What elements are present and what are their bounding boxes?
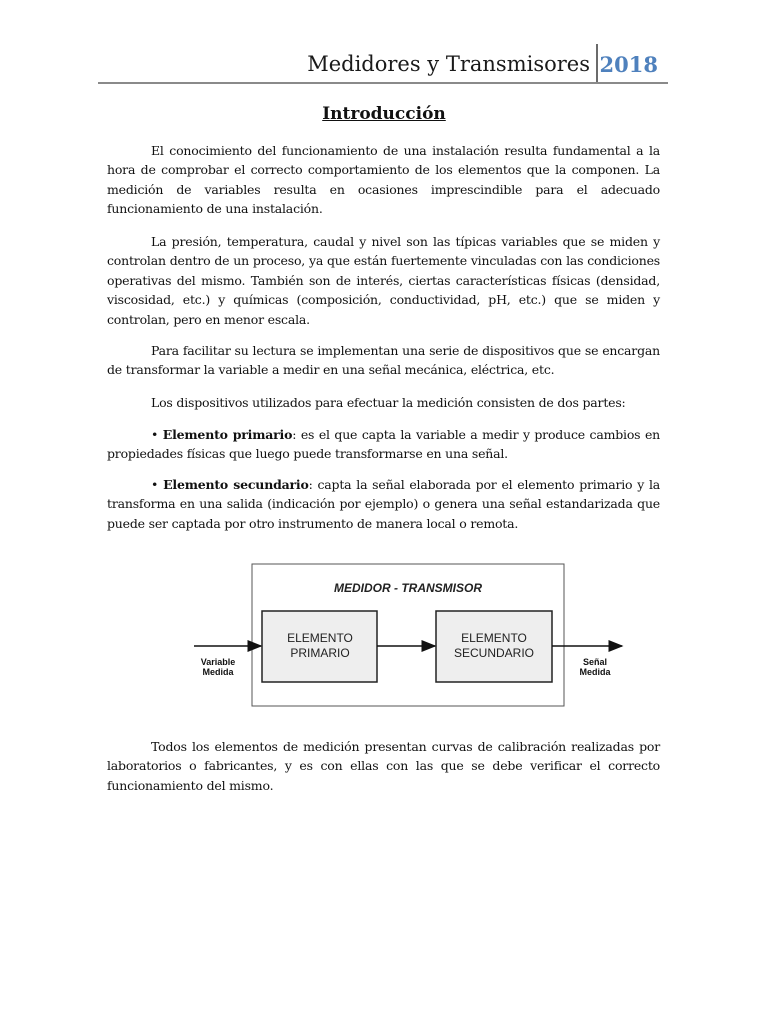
- header-title: Medidores y Transmisores: [307, 52, 590, 76]
- bullet-marker: •: [151, 477, 159, 492]
- header-year: 2018: [599, 52, 658, 77]
- bullet-term: Elemento primario: [162, 427, 293, 442]
- bullet-primary-text: [107, 425, 660, 464]
- section-title: Introducción: [322, 104, 446, 124]
- primary-element-label-1: ELEMENTO: [287, 631, 353, 645]
- bullet-secondary-text: [107, 475, 660, 533]
- paragraph-3: [107, 341, 660, 380]
- output-label-2: Medida: [579, 667, 611, 677]
- bullet-term: Elemento secundario: [163, 477, 309, 492]
- paragraph-3-text: Para facilitar su lectura se implementan una serie de dispositivos que se encargan de transformar la variable a medir en una señal mecánica, eléctrica, etc.: [107, 343, 660, 378]
- paragraph-7: [107, 737, 660, 795]
- paragraph-1-text: El conocimiento del funcionamiento de una instalación resulta fundamental a la hora de comprobar el correcto comportamiento de los elementos que la componen. La medición de variables resulta en ocasiones imprescindible para el adecuado funcionamiento de una instalación.: [107, 143, 660, 217]
- paragraph-2: [107, 232, 660, 329]
- paragraph-7-text: Todos los elementos de medición presentan curvas de calibración realizadas por laboratorios o fabricantes, y es con ellas con las que se debe verificar el correcto funcionamiento del mismo.: [107, 739, 660, 793]
- bullet-description: : es el que capta la variable a medir y produce cambios en propiedades físicas que luego puede transformarse en una señal.: [107, 427, 660, 462]
- bullet-primary: [107, 425, 660, 464]
- bullet-secondary: [107, 475, 660, 533]
- paragraph-1: [107, 141, 660, 219]
- bullet-marker: •: [151, 427, 159, 442]
- primary-element-label-2: PRIMARIO: [290, 646, 350, 660]
- secondary-element-label-2: SECUNDARIO: [453, 646, 535, 660]
- page-header: [98, 44, 668, 84]
- input-label-1: Variable: [200, 657, 236, 667]
- output-label-1: Señal: [582, 657, 608, 667]
- paragraph-4-text: Los dispositivos utilizados para efectuar la medición consisten de dos partes:: [151, 395, 626, 410]
- secondary-element-label-1: ELEMENTO: [461, 631, 527, 645]
- input-label-2: Medida: [202, 667, 234, 677]
- bullet-description: : capta la señal elaborada por el elemento primario y la transforma en una salida (indicación por ejemplo) o genera una señal estandarizada que puede ser captada por otro instrumento de manera local o remota.: [107, 477, 661, 531]
- diagram-title: MEDIDOR - TRANSMISOR: [334, 581, 482, 595]
- block-diagram: [192, 562, 632, 710]
- header-rule: [98, 82, 668, 84]
- paragraph-4: [107, 393, 660, 412]
- paragraph-2-text: La presión, temperatura, caudal y nivel son las típicas variables que se miden y controlan dentro de un proceso, ya que están fuertemente vinculadas con las condiciones operativas del mismo. También son de interés, ciertas características físicas (densidad, viscosidad, etc.) y químicas (composición, conductividad, pH, etc.) que se miden y controlan, pero en menor escala.: [107, 234, 660, 327]
- block-diagram-svg: [192, 562, 632, 710]
- header-separator: [596, 44, 598, 84]
